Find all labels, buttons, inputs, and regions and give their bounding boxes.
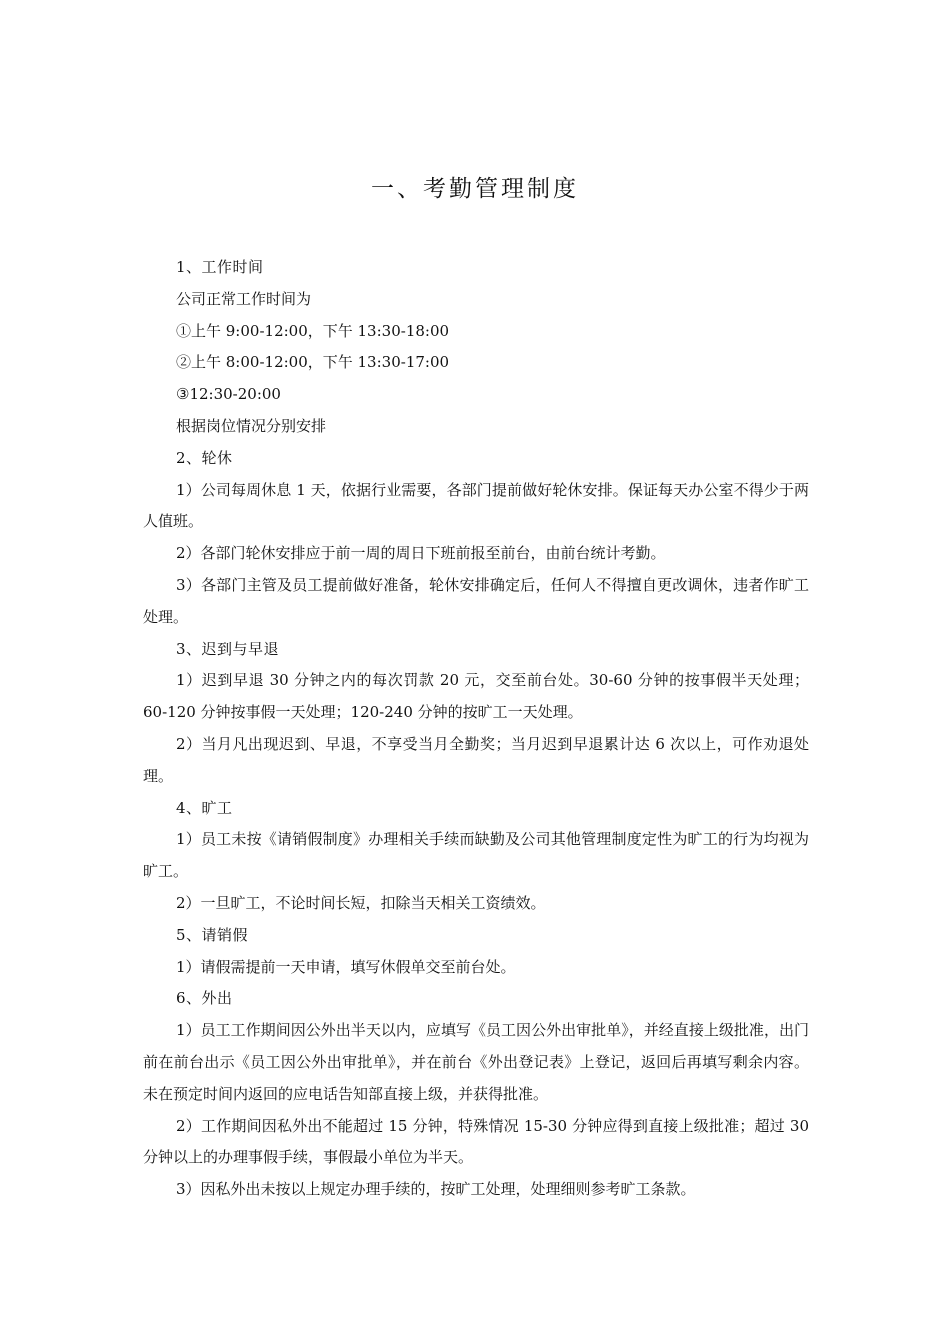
paragraph: 1）员工未按《请销假制度》办理相关手续而缺勤及公司其他管理制度定性为旷工的行为均视为旷工。	[143, 830, 809, 881]
section-heading-going-out: 6、外出	[176, 989, 233, 1008]
page-title: 一、考勤管理制度	[371, 176, 579, 202]
paragraph: 3）因私外出未按以上规定办理手续的，按旷工处理，处理细则参考旷工条款。	[176, 1180, 696, 1199]
paragraph: ③12:30-20:00	[176, 385, 281, 404]
paragraph: 1）请假需提前一天申请，填写休假单交至前台处。	[176, 957, 516, 976]
paragraph: 2）工作期间因私外出不能超过 15 分钟，特殊情况 15-30 分钟应得到直接上级批准；超过 30 分钟以上的办理事假手续，事假最小单位为半天。	[143, 1116, 809, 1167]
paragraph: 2）当月凡出现迟到、早退，不享受当月全勤奖；当月迟到早退累计达 6 次以上，可作劝退处理。	[143, 734, 809, 785]
paragraph: 公司正常工作时间为	[176, 289, 312, 308]
paragraph: 根据岗位情况分别安排	[176, 416, 327, 435]
section-heading-late-early: 3、迟到与早退	[176, 639, 280, 658]
section-heading-leave: 5、请销假	[176, 925, 249, 944]
section-heading-rotation: 2、轮休	[176, 448, 233, 467]
paragraph: 1）迟到早退 30 分钟之内的每次罚款 20 元，交至前台处。30-60 分钟的按事假半天处理；60-120 分钟按事假一天处理；120-240 分钟的按旷工一天处理。	[143, 671, 809, 722]
paragraph: ②上午 8:00-12:00，下午 13:30-17:00	[176, 353, 450, 372]
paragraph: 3）各部门主管及员工提前做好准备，轮休安排确定后，任何人不得擅自更改调休，违者作旷工处理。	[143, 575, 809, 626]
paragraph: 1）公司每周休息 1 天，依据行业需要，各部门提前做好轮休安排。保证每天办公室不得少于两人值班。	[143, 480, 809, 531]
document-body	[143, 252, 809, 1206]
paragraph: 1）员工工作期间因公外出半天以内，应填写《员工因公外出审批单》，并经直接上级批准，出门前在前台出示《员工因公外出审批单》，并在前台《外出登记表》上登记，返回后再填写剩余内容。未在预定时间内返回的应电话告知部直接上级，并获得批准。	[143, 1021, 809, 1103]
paragraph: 2）一旦旷工，不论时间长短，扣除当天相关工资绩效。	[176, 893, 546, 912]
paragraph: 2）各部门轮休安排应于前一周的周日下班前报至前台，由前台统计考勤。	[176, 544, 666, 563]
section-heading-work-hours: 1、工作时间	[176, 258, 264, 276]
section-heading-absence: 4、旷工	[176, 798, 233, 817]
paragraph: ①上午 9:00-12:00，下午 13:30-18:00	[176, 321, 450, 340]
